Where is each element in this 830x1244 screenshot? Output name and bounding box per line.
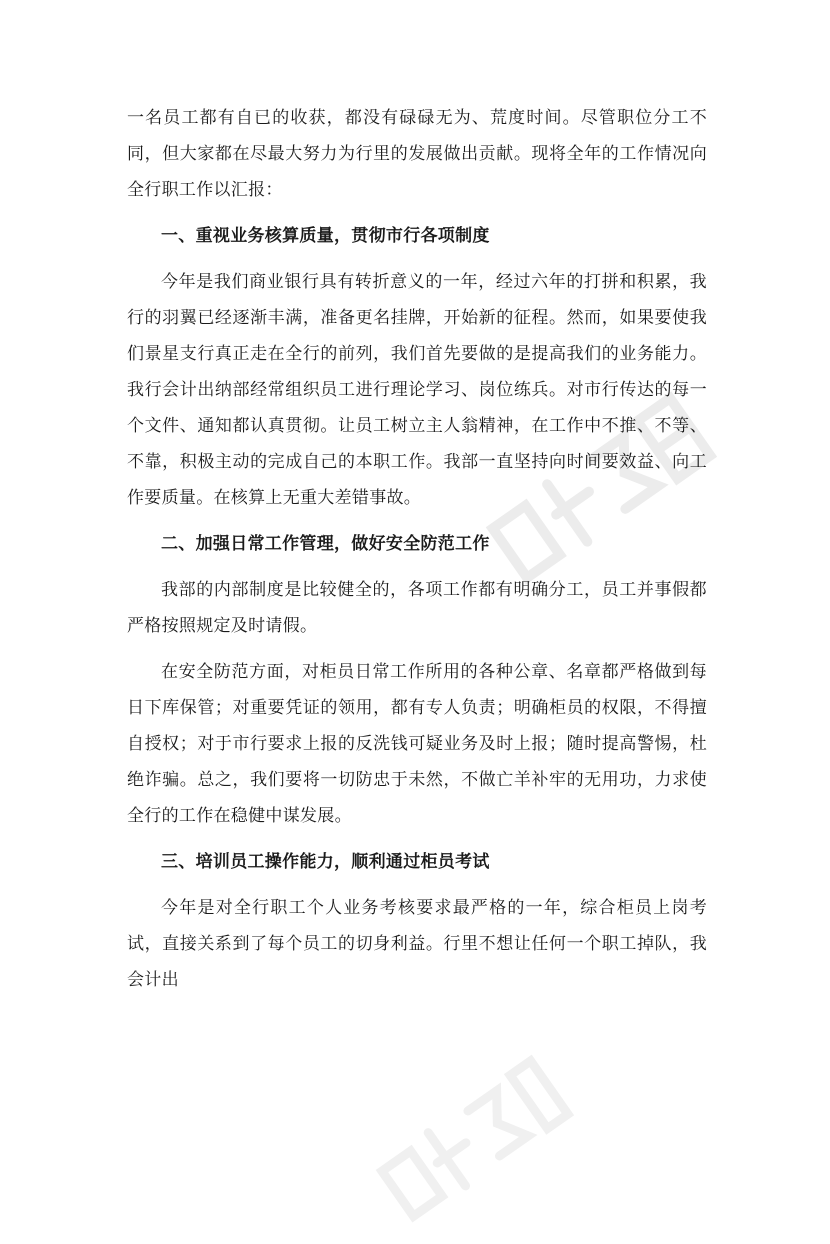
spacer	[127, 254, 707, 264]
watermark-logo-lower	[351, 1036, 589, 1244]
document-body	[127, 100, 707, 998]
section-heading-3: 三、培训员工操作能力，顺利通过柜员考试	[161, 852, 490, 872]
section-heading-2: 二、加强日常工作管理，做好安全防范工作	[161, 534, 490, 554]
paragraph-section-1: 今年是我们商业银行具有转折意义的一年，经过六年的打拼和积累，我行的羽翼已经逐渐丰满，准备更名挂牌，开始新的征程。然而，如果要使我们景星支行真正走在全行的前列，我们首先要做的是提高我们的业务能力。我行会计出纳部经常组织员工进行理论学习、岗位练兵。对市行传达的每一个文件、通知都认真贯彻。让员工树立主人翁精神，在工作中不推、不等、不靠，积极主动的完成自己的本职工作。我部一直坚持向时间要效益、向工作要质量。在核算上无重大差错事故。	[127, 272, 707, 508]
spacer	[127, 880, 707, 890]
paragraph-section-2a: 我部的内部制度是比较健全的，各项工作都有明确分工，员工并事假都严格按照规定及时请假。	[127, 580, 707, 636]
paragraph-section-2b: 在安全防范方面，对柜员日常工作所用的各种公章、名章都严格做到每日下库保管；对重要凭证的领用，都有专人负责；明确柜员的权限，不得擅自授权；对于市行要求上报的反洗钱可疑业务及时上报；随时提高警惕，杜绝诈骗。总之，我们要将一切防忠于未然，不做亡羊补牢的无用功，力求使全行的工作在稳健中谋发展。	[127, 662, 707, 826]
spacer	[127, 208, 707, 218]
spacer	[127, 834, 707, 844]
paragraph-intro: 一名员工都有自已的收获，都没有碌碌无为、荒度时间。尽管职位分工不同，但大家都在尽最大努力为行里的发展做出贡献。现将全年的工作情况向全行职工作以汇报：	[127, 108, 707, 200]
spacer	[127, 562, 707, 572]
paragraph-section-3: 今年是对全行职工个人业务考核要求最严格的一年，综合柜员上岗考试，直接关系到了每个员工的切身利益。行里不想让任何一个职工掉队，我会计出	[127, 898, 707, 990]
spacer	[127, 644, 707, 654]
section-heading-1: 一、重视业务核算质量，贯彻市行各项制度	[161, 226, 490, 246]
spacer	[127, 516, 707, 526]
